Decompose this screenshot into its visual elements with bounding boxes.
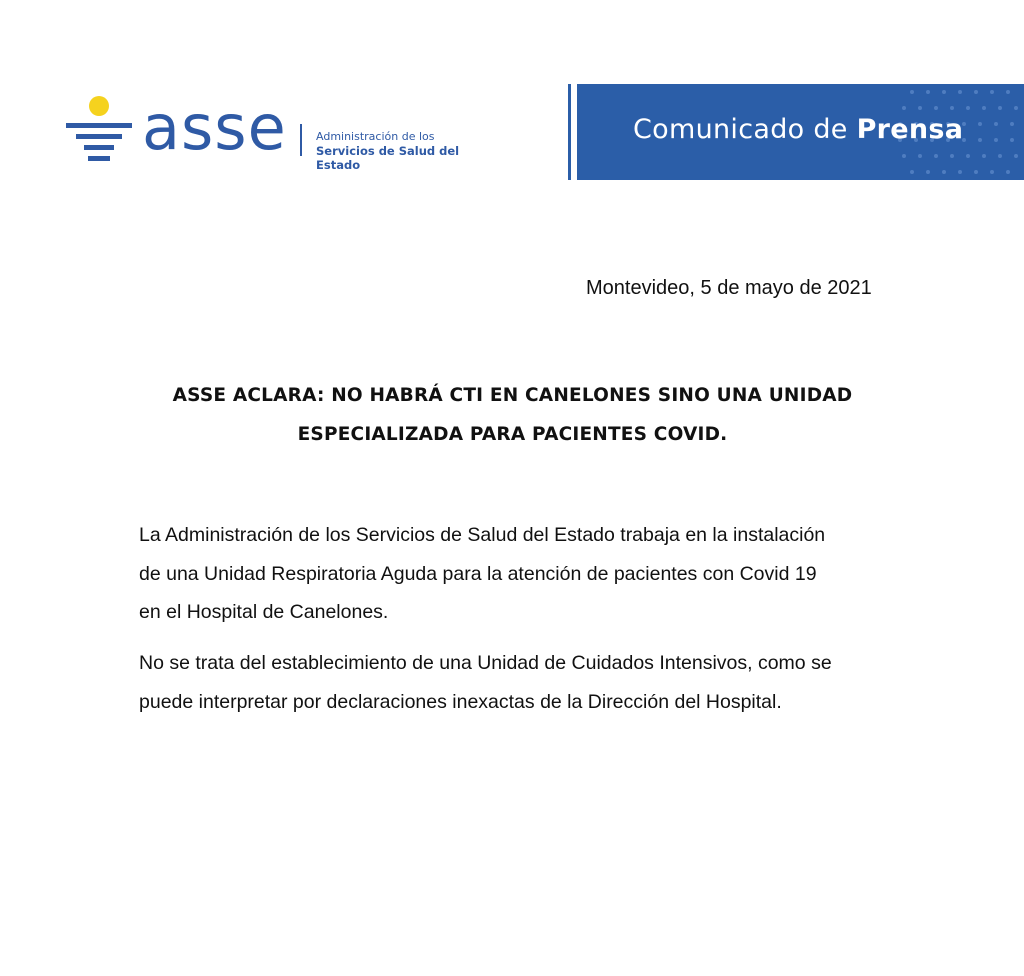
sun-horizon-icon: [66, 94, 136, 168]
banner-rule: [568, 84, 571, 180]
press-release-banner: [577, 84, 1024, 180]
banner-title: [633, 114, 963, 145]
paragraph-2-line2: puede interpretar por declaraciones inexactas de la Dirección del Hospital.: [139, 690, 782, 713]
document-date: Montevideo, 5 de mayo de 2021: [586, 277, 872, 299]
asse-logo: [66, 91, 496, 172]
paragraph-2-line1: No se trata del establecimiento de una Unidad de Cuidados Intensivos, como se: [139, 652, 832, 674]
paragraph-1: [139, 516, 899, 632]
document-headline: [120, 376, 905, 454]
logo-divider: [300, 124, 302, 156]
headline-line1: ASSE ACLARA: NO HABRÁ CTI EN CANELONES SINO UNA UNIDAD: [172, 385, 853, 406]
banner-title-regular: Comunicado de: [633, 114, 857, 145]
banner-title-bold: Prensa: [856, 114, 964, 145]
paragraph-1-line1: La Administración de los Servicios de Salud del Estado trabaja en la instalación: [139, 524, 826, 546]
letterhead: [0, 0, 1024, 200]
logo-subtitle-line1: Administración de los: [316, 130, 435, 143]
paragraph-2: [139, 644, 899, 721]
headline-line2: ESPECIALIZADA PARA PACIENTES COVID.: [297, 424, 728, 445]
logo-wordmark: asse: [142, 91, 287, 164]
paragraph-1-line3: en el Hospital de Canelones.: [139, 601, 389, 623]
logo-subtitle-line2: Servicios de Salud del Estado: [316, 144, 460, 172]
paragraph-1-line2: de una Unidad Respiratoria Aguda para la atención de pacientes con Covid 19: [139, 562, 817, 585]
logo-subtitle: [316, 130, 496, 172]
